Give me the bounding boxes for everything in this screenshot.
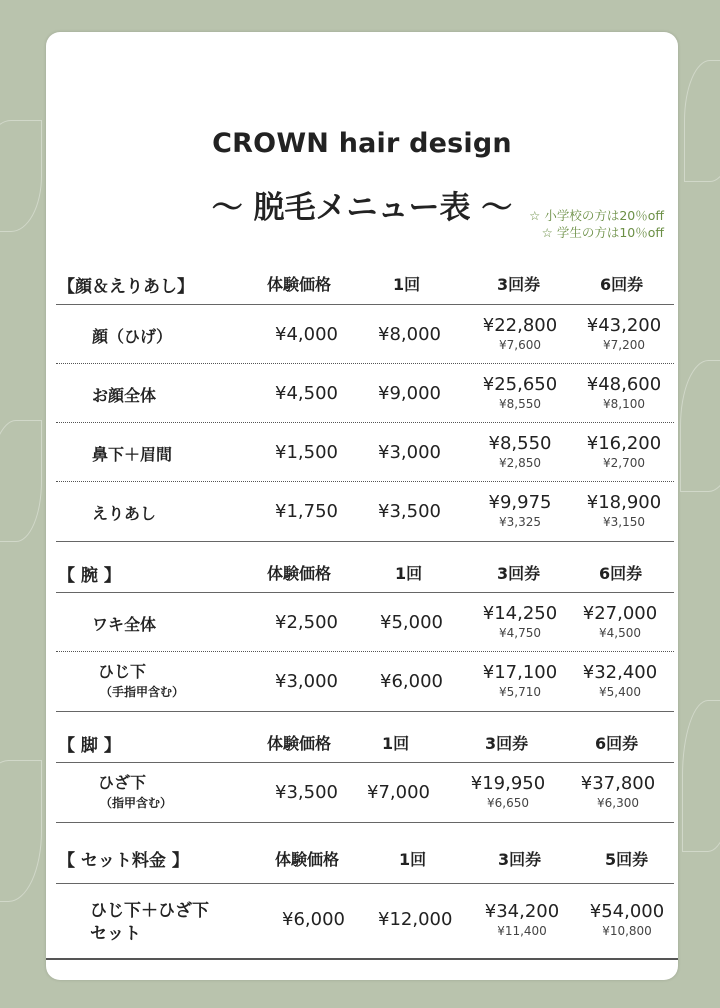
pack6-each: ¥4,500 xyxy=(599,626,641,640)
item-name-main: ひじ下 xyxy=(98,662,147,681)
section-face xyxy=(56,260,674,529)
background-leaf xyxy=(0,420,42,542)
price-trial: ¥3,500 xyxy=(275,782,338,803)
pack5-each: ¥10,800 xyxy=(602,924,652,938)
price-trial: ¥4,000 xyxy=(275,324,338,345)
column-pack6: 6回券 xyxy=(599,564,643,583)
price-once: ¥7,000 xyxy=(367,782,430,803)
price-pack3 xyxy=(472,901,572,938)
table-row xyxy=(56,763,674,822)
price-pack3 xyxy=(470,492,570,529)
item-name xyxy=(90,900,209,946)
pack6-total: ¥37,800 xyxy=(580,773,656,794)
column-pack3: 3回券 xyxy=(485,734,529,753)
pack3-total: ¥25,650 xyxy=(482,374,558,395)
price-pack6 xyxy=(570,603,670,640)
pack6-total: ¥16,200 xyxy=(586,433,662,454)
pack3-total: ¥19,950 xyxy=(470,773,546,794)
price-once: ¥6,000 xyxy=(380,671,443,692)
pack3-total: ¥34,200 xyxy=(484,901,560,922)
price-once: ¥8,000 xyxy=(378,324,441,345)
pack3-each: ¥3,325 xyxy=(499,515,541,529)
section-header xyxy=(56,833,674,883)
pack3-each: ¥11,400 xyxy=(497,924,547,938)
pack6-total: ¥32,400 xyxy=(582,662,658,683)
discount-note-elementary: ☆ 小学校の方は20％off xyxy=(529,208,664,223)
column-pack3: 3回券 xyxy=(497,564,541,583)
price-trial: ¥1,500 xyxy=(275,442,338,463)
price-pack3 xyxy=(470,662,570,699)
price-pack6 xyxy=(568,773,668,810)
price-pack3 xyxy=(470,603,570,640)
table-row xyxy=(56,886,674,956)
pack6-total: ¥43,200 xyxy=(586,315,662,336)
menu-title: ～ 脱毛メニュー表 ～ xyxy=(211,190,513,226)
pack3-each: ¥2,850 xyxy=(499,456,541,470)
column-pack3: 3回券 xyxy=(497,275,541,294)
section-leg xyxy=(56,719,674,810)
pack3-total: ¥22,800 xyxy=(482,315,558,336)
item-name: 顔（ひげ） xyxy=(92,327,173,346)
pack6-each: ¥8,100 xyxy=(603,397,645,411)
pack3-each: ¥5,710 xyxy=(499,685,541,699)
item-name xyxy=(98,662,184,702)
pack3-total: ¥9,975 xyxy=(488,492,552,513)
price-pack3 xyxy=(470,374,570,411)
pack6-total: ¥27,000 xyxy=(582,603,658,624)
price-trial: ¥1,750 xyxy=(275,501,338,522)
section-header xyxy=(56,719,674,763)
price-trial: ¥4,500 xyxy=(275,383,338,404)
pack6-each: ¥5,400 xyxy=(599,685,641,699)
column-trial: 体験価格 xyxy=(267,564,332,583)
pack3-each: ¥4,750 xyxy=(499,626,541,640)
shop-name: CROWN hair design xyxy=(212,128,512,159)
category-label: 【顔＆えりあし】 xyxy=(58,277,194,297)
section-set xyxy=(56,833,674,944)
table-row xyxy=(56,364,674,423)
price-pack3 xyxy=(470,433,570,470)
price-once: ¥3,000 xyxy=(378,442,441,463)
price-once: ¥9,000 xyxy=(378,383,441,404)
category-label: 【 セット料金 】 xyxy=(58,851,189,871)
pack6-total: ¥18,900 xyxy=(586,492,662,513)
background-leaf xyxy=(684,60,720,182)
price-pack6 xyxy=(574,492,674,529)
item-name-sub: （指甲含む） xyxy=(100,796,173,810)
pack6-total: ¥48,600 xyxy=(586,374,662,395)
table-row xyxy=(56,652,674,711)
table-row xyxy=(56,593,674,652)
price-once: ¥5,000 xyxy=(380,612,443,633)
section-arm xyxy=(56,549,674,699)
column-once: 1回 xyxy=(382,734,410,753)
background-leaf xyxy=(0,120,42,232)
column-once: 1回 xyxy=(393,275,421,294)
column-once: 1回 xyxy=(395,564,423,583)
column-pack3: 3回券 xyxy=(498,850,542,869)
item-name-main: ひざ下 xyxy=(98,773,147,792)
pack3-each: ¥7,600 xyxy=(499,338,541,352)
price-pack6 xyxy=(570,662,670,699)
price-once: ¥12,000 xyxy=(378,909,453,930)
column-pack6: 6回券 xyxy=(595,734,639,753)
column-once: 1回 xyxy=(399,850,427,869)
background-leaf xyxy=(0,760,42,902)
price-pack6 xyxy=(574,374,674,411)
price-pack3 xyxy=(458,773,558,810)
table-row xyxy=(56,305,674,364)
pack3-each: ¥8,550 xyxy=(499,397,541,411)
section-header xyxy=(56,260,674,304)
category-label: 【 脚 】 xyxy=(58,736,121,756)
price-trial: ¥2,500 xyxy=(275,612,338,633)
pack6-each: ¥2,700 xyxy=(603,456,645,470)
column-trial: 体験価格 xyxy=(275,850,340,869)
background-leaf xyxy=(680,360,720,492)
item-name: お顔全体 xyxy=(92,386,157,405)
item-name: ワキ全体 xyxy=(92,615,157,634)
item-name: 鼻下＋眉間 xyxy=(92,445,173,464)
item-name xyxy=(98,773,172,813)
pack3-total: ¥8,550 xyxy=(488,433,552,454)
price-pack6 xyxy=(574,433,674,470)
background-leaf xyxy=(682,700,720,852)
column-pack5: 5回券 xyxy=(605,850,649,869)
item-name-sub: （手指甲含む） xyxy=(100,685,185,699)
price-pack5 xyxy=(577,901,677,938)
table-row xyxy=(56,482,674,541)
section-header xyxy=(56,549,674,593)
pack3-each: ¥6,650 xyxy=(487,796,529,810)
pack6-each: ¥7,200 xyxy=(603,338,645,352)
pack6-each: ¥6,300 xyxy=(597,796,639,810)
price-trial: ¥3,000 xyxy=(275,671,338,692)
column-trial: 体験価格 xyxy=(267,275,332,294)
price-pack3 xyxy=(470,315,570,352)
item-name: えりあし xyxy=(92,504,157,523)
discount-note-student: ☆ 学生の方は10％off xyxy=(541,225,664,240)
column-trial: 体験価格 xyxy=(267,734,332,753)
pack3-total: ¥17,100 xyxy=(482,662,558,683)
pack3-total: ¥14,250 xyxy=(482,603,558,624)
table-row xyxy=(56,423,674,482)
category-label: 【 腕 】 xyxy=(58,566,121,586)
item-name-main: ひじ下＋ひざ下 xyxy=(90,901,209,921)
bottom-divider xyxy=(46,958,678,960)
price-pack6 xyxy=(574,315,674,352)
column-pack6: 6回券 xyxy=(600,275,644,294)
item-name-sub: セット xyxy=(90,924,141,944)
price-once: ¥3,500 xyxy=(378,501,441,522)
pack5-total: ¥54,000 xyxy=(589,901,665,922)
price-trial: ¥6,000 xyxy=(282,909,345,930)
pack6-each: ¥3,150 xyxy=(603,515,645,529)
